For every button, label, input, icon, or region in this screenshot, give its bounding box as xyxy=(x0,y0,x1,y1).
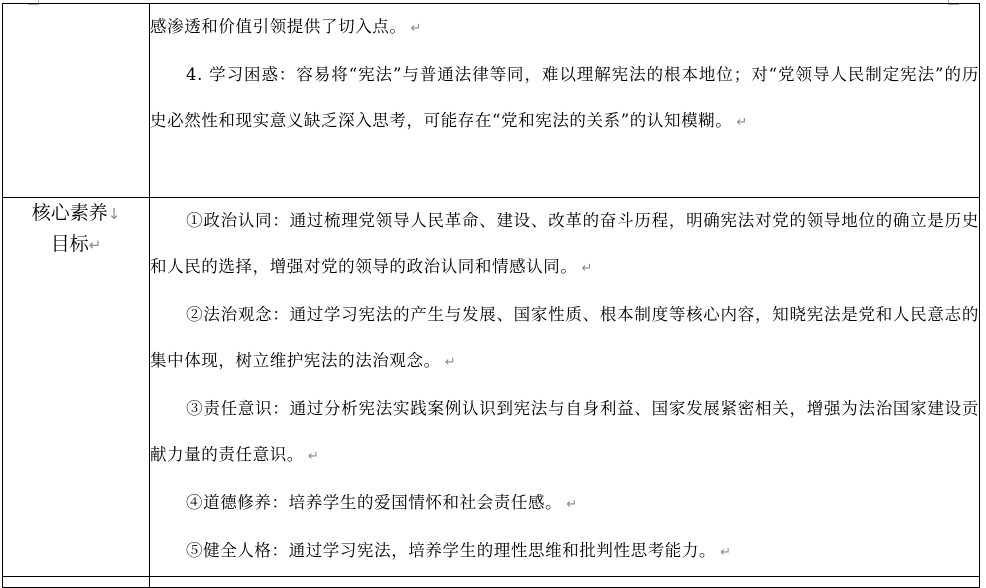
label-line-1 xyxy=(3,198,149,229)
paragraph-mark-icon: ↵ xyxy=(736,115,748,130)
table-row-core-literacy-goals xyxy=(3,198,980,577)
label-text: 核心素养 xyxy=(31,202,108,224)
row-content-cell-difficulties[interactable] xyxy=(150,4,980,198)
goal-sound-personality xyxy=(150,528,979,576)
paragraph-mark-icon: ↵ xyxy=(566,497,578,512)
table-row-next xyxy=(3,577,980,588)
paragraph-mark-icon: ↵ xyxy=(720,545,732,560)
paragraph-mark-icon: ↵ xyxy=(581,261,593,276)
document-table xyxy=(2,3,980,588)
paragraph-text: 感渗透和价值引领提供了切入点。 xyxy=(150,17,407,36)
goal-responsibility xyxy=(150,386,979,480)
paragraph-mark-icon: ↵ xyxy=(444,355,457,370)
paragraph-text: ②法治观念：通过学习宪法的产生与发展、国家性质、根本制度等核心内容，知晓宪法是党和人民意志的集中体现，树立维护宪法的法治观念。 xyxy=(150,305,979,370)
paragraph-text: ①政治认同：通过梳理党领导人民革命、建设、改革的奋斗历程，明确宪法对党的领导地位的确立是历史和人民的选择，增强对党的领导的政治认同和情感认同。 xyxy=(150,211,979,276)
row-label-cell-empty[interactable] xyxy=(3,4,150,198)
line-break-arrow-icon: ↓ xyxy=(107,205,121,223)
label-text: 目标 xyxy=(50,233,89,255)
goal-rule-of-law xyxy=(150,292,979,386)
row-content-cell-next[interactable] xyxy=(150,577,980,588)
paragraph-continued xyxy=(150,4,979,52)
paragraph-text: 4. 学习困惑：容易将“宪法”与普通法律等同，难以理解宪法的根本地位；对“党领导人民制定宪法”的历史必然性和现实意义缺乏深入思考，可能存在“党和宪法的关系”的认知模糊。 xyxy=(150,65,979,130)
goal-moral-cultivation xyxy=(150,480,979,528)
paragraph-mark-icon: ↵ xyxy=(307,449,320,464)
table-row-learning-difficulties xyxy=(3,4,980,198)
paragraph-text: ③责任意识：通过分析宪法实践案例认识到宪法与自身利益、国家发展紧密相关，增强为法治国家建设贡献力量的责任意识。 xyxy=(150,399,979,464)
row-label-cell-next[interactable] xyxy=(3,577,150,588)
paragraph-mark-icon: ↵ xyxy=(88,236,102,254)
row-label-cell-core-literacy[interactable] xyxy=(3,198,150,577)
paragraph-text: ⑤健全人格：通过学习宪法，培养学生的理性思维和批判性思考能力。 xyxy=(186,541,717,560)
paragraph-learning-confusion xyxy=(150,52,979,146)
paragraph-text: ④道德修养：培养学生的爱国情怀和社会责任感。 xyxy=(186,493,563,512)
goal-political-identity xyxy=(150,198,979,292)
row-content-cell-goals[interactable] xyxy=(150,198,980,577)
label-line-2 xyxy=(3,229,149,260)
paragraph-mark-icon: ↵ xyxy=(410,21,422,36)
